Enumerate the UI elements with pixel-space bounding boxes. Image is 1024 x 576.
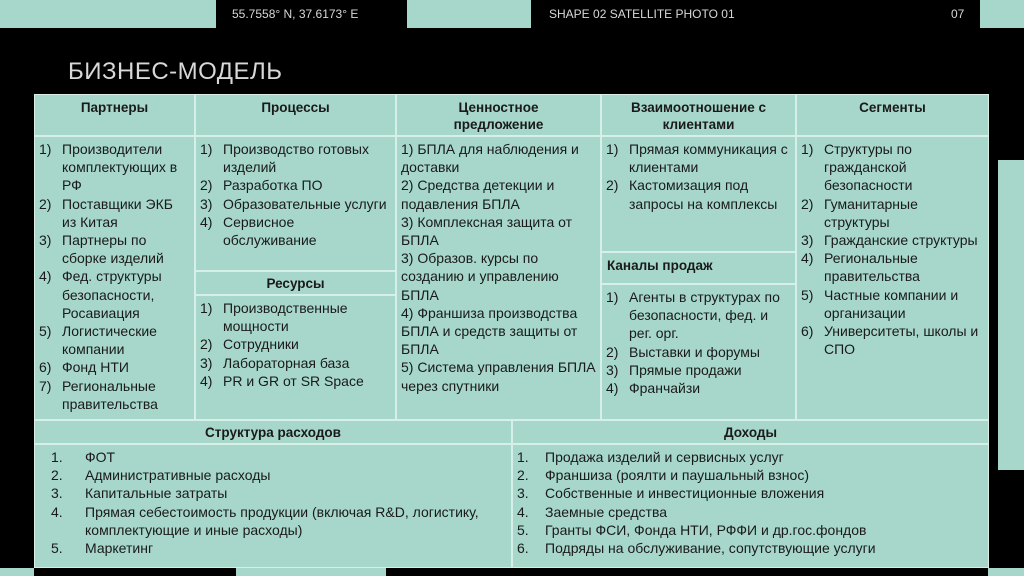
list-item bbox=[200, 299, 391, 335]
value-cell bbox=[396, 136, 601, 420]
page-title: БИЗНЕС-МОДЕЛЬ bbox=[68, 58, 283, 85]
list-text: Прямая коммуникация с клиентами bbox=[629, 141, 788, 176]
list-item bbox=[606, 140, 791, 176]
list-item bbox=[39, 231, 190, 267]
list-text: Лабораторная база bbox=[223, 354, 350, 371]
list-number: 3) bbox=[606, 361, 619, 378]
value-item: 2) Средства детекции и подавления БПЛА bbox=[401, 177, 555, 212]
list-item bbox=[39, 377, 190, 413]
bottom-deco-mid bbox=[236, 568, 386, 576]
resources-cell bbox=[195, 295, 396, 420]
list-number: 5) bbox=[801, 286, 814, 303]
list-text: Заемные средства bbox=[545, 503, 668, 520]
list-number: 1) bbox=[200, 300, 213, 316]
list-number: 2) bbox=[606, 177, 619, 194]
list-text: Сотрудники bbox=[223, 336, 299, 353]
relations-cell bbox=[601, 136, 796, 252]
list-number: 4) bbox=[606, 380, 619, 397]
channels-cell bbox=[601, 284, 796, 420]
list-number: 7) bbox=[39, 377, 52, 394]
business-model-canvas bbox=[34, 94, 989, 568]
list-item bbox=[606, 379, 791, 397]
segments-list bbox=[801, 140, 984, 358]
list-number: 3) bbox=[39, 232, 52, 249]
list-number: 3. bbox=[51, 485, 63, 502]
list-text: Выставки и форумы bbox=[629, 343, 760, 360]
list-item bbox=[801, 231, 984, 249]
list-item bbox=[517, 448, 984, 466]
list-number: 4) bbox=[200, 213, 213, 230]
list-number: 5. bbox=[517, 521, 529, 538]
list-text: Капитальные затраты bbox=[85, 485, 228, 502]
list-number: 2. bbox=[517, 467, 529, 484]
list-item bbox=[200, 213, 391, 249]
list-item bbox=[801, 249, 984, 285]
list-text: Фед. структуры безопасности, Росавиация bbox=[62, 268, 162, 321]
list-number: 2) bbox=[200, 336, 213, 353]
list-text: Административные расходы bbox=[85, 467, 271, 484]
list-number: 6. bbox=[517, 540, 529, 557]
list-text: Франшиза (роялти и паушальный взнос) bbox=[545, 467, 809, 484]
list-item bbox=[517, 521, 984, 539]
list-text: Франчайзи bbox=[629, 380, 701, 397]
list-text: Продажа изделий и сервисных услуг bbox=[545, 449, 784, 465]
value-item: 4) Франшиза производства БПЛА и средств защиты от БПЛА bbox=[401, 304, 578, 358]
costs-header: Структура расходов bbox=[34, 420, 512, 444]
resources-list bbox=[200, 299, 391, 390]
list-number: 2) bbox=[39, 195, 52, 212]
list-text: Производители комплектующих в РФ bbox=[62, 141, 178, 194]
list-text: Образовательные услуги bbox=[223, 195, 387, 212]
partners-header: Партнеры bbox=[34, 94, 195, 136]
list-item bbox=[39, 448, 507, 466]
list-number: 1) bbox=[606, 289, 619, 305]
list-item bbox=[39, 195, 190, 231]
list-number: 1) bbox=[801, 141, 814, 157]
list-item bbox=[606, 361, 791, 379]
shape-label: SHAPE 02 SATELLITE PHOTO 01 bbox=[549, 7, 735, 21]
list-number: 2) bbox=[606, 343, 619, 360]
list-item bbox=[517, 503, 984, 521]
list-text: Подряды на обслуживание, сопутствующие услуги bbox=[545, 540, 876, 557]
list-item bbox=[39, 358, 190, 376]
list-item bbox=[39, 484, 507, 502]
list-number: 2) bbox=[200, 177, 213, 194]
bottom-deco-right bbox=[988, 568, 1024, 576]
segments-cell bbox=[796, 136, 989, 420]
list-item bbox=[801, 140, 984, 195]
list-text: Производственные мощности bbox=[223, 300, 348, 335]
list-number: 4) bbox=[200, 372, 213, 389]
list-item bbox=[200, 335, 391, 353]
list-number: 1) bbox=[39, 141, 52, 157]
list-number: 5) bbox=[39, 323, 52, 340]
list-item bbox=[200, 140, 391, 176]
list-item bbox=[39, 539, 507, 557]
list-text: Прямые продажи bbox=[629, 361, 742, 378]
revenue-list bbox=[517, 448, 984, 557]
list-item bbox=[39, 322, 190, 358]
list-item bbox=[39, 503, 507, 539]
list-number: 3) bbox=[801, 232, 814, 249]
list-number: 4) bbox=[801, 250, 814, 267]
list-text: Структуры по гражданской безопасности bbox=[824, 141, 913, 194]
list-text: Частные компании и организации bbox=[824, 286, 959, 321]
resources-header: Ресурсы bbox=[195, 271, 396, 295]
value-item: 5) Система управления БПЛА через спутники bbox=[401, 359, 596, 394]
top-deco-block-right bbox=[980, 0, 1024, 28]
list-text: Кастомизация под запросы на комплексы bbox=[629, 177, 778, 212]
list-number: 4) bbox=[39, 268, 52, 285]
list-text: Партнеры по сборке изделий bbox=[62, 232, 164, 267]
processes-cell bbox=[195, 136, 396, 271]
list-number: 5. bbox=[51, 540, 63, 557]
list-text: Логистические компании bbox=[62, 323, 157, 358]
list-number: 2) bbox=[801, 195, 814, 212]
coordinates-label: 55.7558° N, 37.6173° E bbox=[232, 7, 359, 21]
list-number: 1. bbox=[51, 449, 63, 465]
list-text: Региональные правительства bbox=[62, 377, 158, 412]
list-number: 1) bbox=[200, 141, 213, 157]
list-text: Гражданские структуры bbox=[824, 232, 978, 249]
revenue-header: Доходы bbox=[512, 420, 989, 444]
list-item bbox=[606, 343, 791, 361]
list-text: Сервисное обслуживание bbox=[223, 213, 317, 249]
page-number: 07 bbox=[951, 7, 965, 21]
list-item bbox=[200, 372, 391, 390]
segments-header: Сегменты bbox=[796, 94, 989, 136]
list-item bbox=[606, 176, 791, 212]
right-deco-block bbox=[998, 160, 1024, 470]
list-item bbox=[39, 140, 190, 195]
revenue-cell bbox=[512, 444, 989, 568]
list-item bbox=[200, 195, 391, 213]
list-number: 1) bbox=[606, 141, 619, 157]
channels-list bbox=[606, 288, 791, 397]
list-text: Гранты ФСИ, Фонда НТИ, РФФИ и др.гос.фондов bbox=[545, 521, 867, 538]
list-number: 6) bbox=[801, 323, 814, 340]
list-item bbox=[200, 176, 391, 194]
value-item: 1) БПЛА для наблюдения и доставки bbox=[401, 141, 579, 176]
list-number: 2. bbox=[51, 467, 63, 484]
list-text: Прямая себестоимость продукции (включая R&D, логистику, комплектующие и иные расходы) bbox=[85, 503, 479, 538]
list-number: 3) bbox=[200, 354, 213, 371]
list-text: Гуманитарные структуры bbox=[824, 195, 918, 230]
list-number: 4. bbox=[51, 503, 63, 520]
list-item bbox=[517, 466, 984, 484]
partners-cell bbox=[34, 136, 195, 420]
list-text: Агенты в структурах по безопасности, фед. и рег. орг. bbox=[629, 289, 780, 342]
top-bar bbox=[0, 0, 1024, 28]
top-deco-block-left bbox=[0, 0, 216, 28]
list-number: 6) bbox=[39, 359, 52, 376]
list-text: Поставщики ЭКБ из Китая bbox=[62, 195, 173, 230]
costs-cell bbox=[34, 444, 512, 568]
list-item bbox=[801, 195, 984, 231]
list-text: Собственные и инвестиционные вложения bbox=[545, 485, 825, 502]
costs-list bbox=[39, 448, 507, 557]
list-text: Разработка ПО bbox=[223, 177, 323, 194]
top-deco-block-mid bbox=[407, 0, 531, 28]
list-text: Маркетинг bbox=[85, 540, 154, 557]
list-item bbox=[39, 267, 190, 322]
list-item bbox=[606, 288, 791, 343]
value-list bbox=[401, 140, 596, 395]
list-number: 4. bbox=[517, 503, 529, 520]
value-header: Ценностное предложение bbox=[396, 94, 601, 136]
bottom-deco-left bbox=[0, 568, 34, 576]
value-item: 3) Комплексная защита от БПЛА bbox=[401, 213, 573, 249]
relations-header: Взаимоотношение с клиентами bbox=[601, 94, 796, 136]
list-text: PR и GR от SR Space bbox=[223, 372, 364, 389]
list-text: ФОТ bbox=[85, 449, 116, 465]
list-item bbox=[517, 484, 984, 502]
list-item bbox=[801, 322, 984, 358]
list-number: 1. bbox=[517, 449, 529, 465]
list-text: Фонд НТИ bbox=[62, 359, 129, 376]
list-number: 3) bbox=[200, 195, 213, 212]
list-text: Производство готовых изделий bbox=[223, 141, 369, 176]
value-item: 3) Образов. курсы по созданию и управлению БПЛА bbox=[401, 250, 559, 303]
partners-list bbox=[39, 140, 190, 413]
processes-list bbox=[200, 140, 391, 249]
list-number: 3. bbox=[517, 485, 529, 502]
list-text: Университеты, школы и СПО bbox=[824, 323, 979, 358]
relations-list bbox=[606, 140, 791, 213]
list-item bbox=[517, 539, 984, 557]
processes-header: Процессы bbox=[195, 94, 396, 136]
list-item bbox=[39, 466, 507, 484]
channels-header: Каналы продаж bbox=[601, 252, 796, 284]
list-item bbox=[801, 286, 984, 322]
list-item bbox=[200, 354, 391, 372]
list-text: Региональные правительства bbox=[824, 250, 920, 285]
